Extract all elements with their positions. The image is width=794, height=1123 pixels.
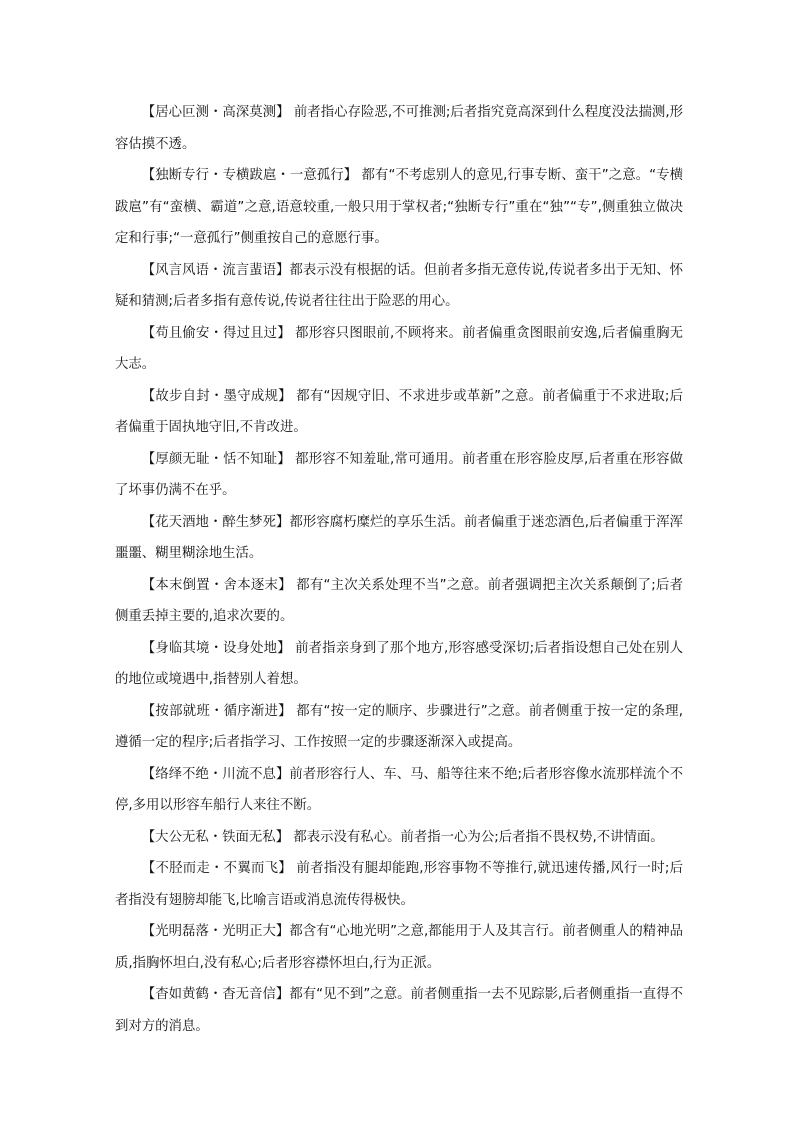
- entry-text: 前者指心存险恶,不可推测;后者指究竟高深到什么程度没法揣测,形容估摸不透。: [115, 105, 684, 152]
- entry-text: 都有“按一定的顺序、步骤进行”之意。前者侧重于按一定的条理,遵循一定的程序;后者指学习、工作按照一定的步骤逐渐深入或提高。: [115, 703, 684, 750]
- entry-term: 【不胫而走・不翼而飞】: [141, 861, 292, 876]
- entry-term: 【风言风语・流言蜚语】: [141, 262, 290, 278]
- entry-3: [115, 255, 683, 318]
- entry-term: 【身临其境・设身处地】: [141, 640, 291, 656]
- entry-text: 都含有“心地光明”之意,都能用于人及其言行。前者侧重人的精神品质,指胸怀坦白,没有私心;后者形容襟怀坦白,行为正派。: [115, 924, 684, 971]
- entry-4: [115, 318, 683, 381]
- entry-7: [115, 507, 683, 570]
- entry-text: 都形容不知羞耻,常可通用。前者重在形容脸皮厚,后者重在形容做了坏事仍满不在乎。: [115, 451, 683, 498]
- entry-text: 都表示没有根据的话。但前者多指无意传说,传说者多出于无知、怀疑和猜测;后者多指有意传说,传说者往往出于险恶的用心。: [115, 262, 684, 309]
- entry-text: 都形容腐朽糜烂的享乐生活。前者偏重于迷恋酒色,后者偏重于浑浑噩噩、糊里糊涂地生活。: [115, 514, 684, 561]
- entry-text: 都有“不考虑别人的意见,行事专断、蛮干”之意。“专横跋扈”有“蛮横、霸道”之意,语意较重,一般只用于掌权者;“独断专行”重在“独”“专”,侧重独立做决定和行事;“一意孤行”侧重按自己的意愿行事。: [115, 168, 683, 246]
- entry-term: 【独断专行・专横跋扈・一意孤行】: [141, 168, 358, 183]
- entry-text: 前者指没有腿却能跑,形容事物不等推行,就迅速传播,风行一时;后者指没有翅膀却能飞,比喻言语或消息流传得极快。: [115, 861, 684, 908]
- entry-14: [115, 916, 683, 979]
- entry-term: 【故步自封・墨守成规】: [141, 388, 292, 404]
- entry-term: 【大公无私・铁面无私】: [141, 829, 290, 845]
- entry-term: 【花天酒地・醉生梦死】: [141, 514, 290, 530]
- entry-5: [115, 381, 683, 444]
- entry-text: 前者指亲身到了那个地方,形容感受深切;后者指设想自己处在别人的地位或境遇中,指替别人着想。: [115, 640, 683, 687]
- entry-12: [115, 822, 683, 854]
- entry-term: 【按部就班・循序渐进】: [141, 703, 292, 719]
- entry-13: [115, 853, 683, 916]
- entry-9: [115, 633, 683, 696]
- entry-11: [115, 759, 683, 822]
- entry-2: [115, 160, 683, 255]
- entry-text: 都有“见不到”之意。前者侧重指一去不见踪影,后者侧重指一直得不到对方的消息。: [115, 987, 684, 1034]
- entry-10: [115, 696, 683, 759]
- entry-text: 都有“因规守旧、不求进步或革新”之意。前者偏重于不求进取;后者偏重于固执地守旧,不肯改进。: [115, 388, 684, 435]
- entry-text: 前者形容行人、车、马、船等往来不绝;后者形容像水流那样流个不停,多用以形容车船行人来往不断。: [115, 766, 683, 813]
- entry-text: 都形容只图眼前,不顾将来。前者偏重贪图眼前安逸,后者偏重胸无大志。: [115, 325, 683, 372]
- entry-term: 【厚颜无耻・恬不知耻】: [141, 451, 291, 467]
- entry-term: 【苟且偷安・得过且过】: [141, 325, 291, 341]
- entry-15: [115, 979, 683, 1042]
- entry-term: 【居心叵测・高深莫测】: [141, 105, 290, 120]
- entry-term: 【本末倒置・舍本逐末】: [141, 577, 292, 593]
- entry-term: 【光明磊落・光明正大】: [141, 924, 290, 939]
- entry-8: [115, 570, 683, 633]
- entry-1: [115, 97, 683, 160]
- entry-term: 【络绎不绝・川流不息】: [141, 766, 290, 782]
- entry-text: 都表示没有私心。前者指一心为公;后者指不畏权势,不讲情面。: [289, 829, 664, 845]
- document-body: [115, 97, 683, 1042]
- entry-term: 【杳如黄鹤・杳无音信】: [141, 987, 290, 1002]
- entry-text: 都有“主次关系处理不当”之意。前者强调把主次关系颠倒了;后者侧重丢掉主要的,追求次要的。: [115, 577, 684, 624]
- entry-6: [115, 444, 683, 507]
